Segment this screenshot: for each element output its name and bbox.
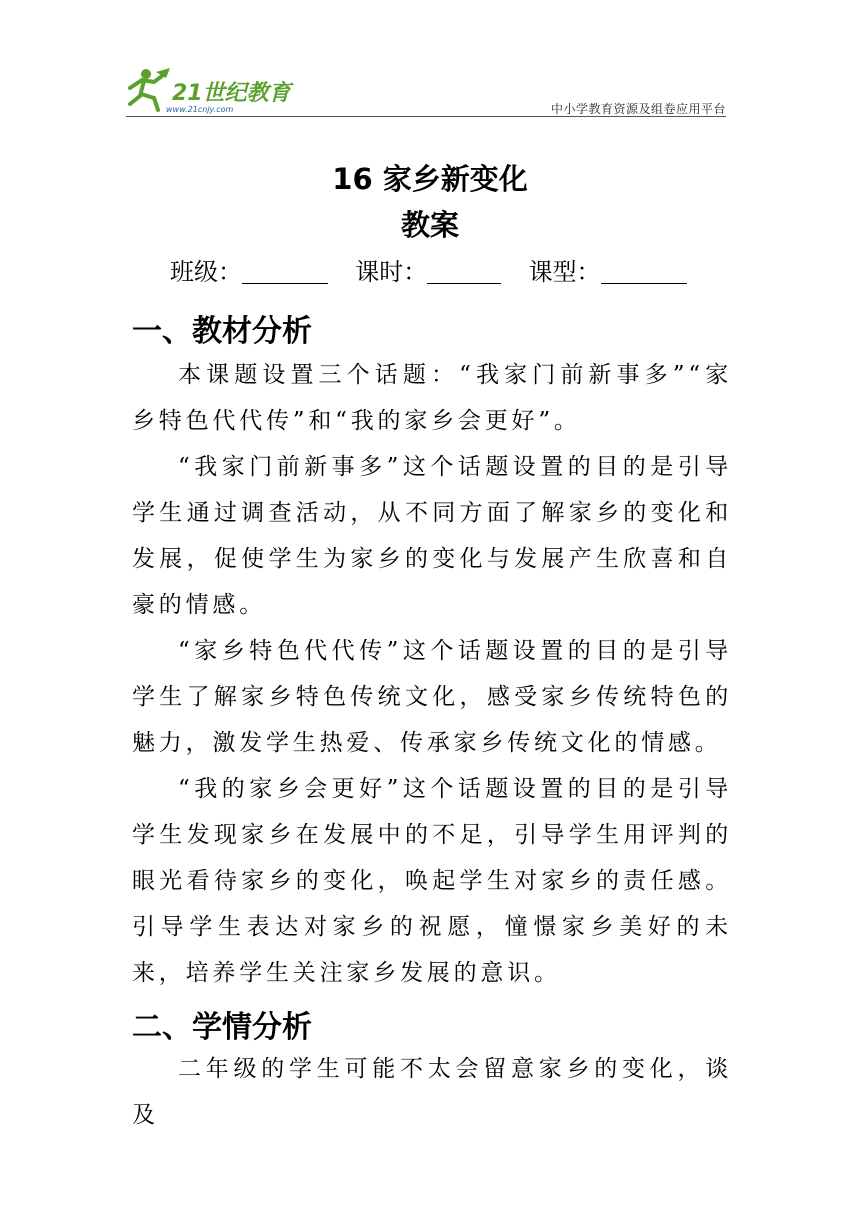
paragraph: 本课题设置三个话题：“我家门前新事多”“家乡特色代代传”和“我的家乡会更好”。	[132, 362, 732, 434]
section-body-textbook-analysis	[132, 352, 732, 996]
class-label: 班级：	[170, 258, 242, 286]
logo-21cnjy	[126, 66, 296, 114]
section-title-student-analysis: 二、学情分析	[132, 1010, 312, 1045]
page-header	[126, 66, 726, 118]
paragraph: “我的家乡会更好”这个话题设置的目的是引导学生发现家乡在发展中的不足，引导学生用评判的眼光看待家乡的变化，唤起学生对家乡的责任感。引导学生表达对家乡的祝愿，憧憬家乡美好的未来，培养学生关注家乡发展的意识。	[132, 776, 732, 986]
class-blank	[242, 259, 328, 284]
paragraph: 二年级的学生可能不太会留意家乡的变化，谈及	[132, 1056, 732, 1128]
type-label: 课型：	[528, 258, 601, 286]
section-title-textbook-analysis: 一、教材分析	[132, 314, 312, 349]
lesson-title: 16 家乡新变化	[332, 162, 528, 196]
type-blank	[601, 259, 687, 284]
lesson-meta	[170, 252, 687, 287]
lesson-subtitle: 教案	[400, 208, 459, 242]
paragraph: “家乡特色代代传”这个话题设置的目的是引导学生了解家乡特色传统文化，感受家乡传统特色的魅力，激发学生热爱、传承家乡传统文化的情感。	[132, 638, 732, 756]
platform-name: 中小学教育资源及组卷应用平台	[550, 102, 726, 116]
logo-url-text: www.21cnjy.com	[166, 105, 234, 114]
period-label: 课时：	[355, 258, 428, 286]
section-body-student-analysis	[132, 1046, 732, 1138]
paragraph: “我家门前新事多”这个话题设置的目的是引导学生通过调查活动，从不同方面了解家乡的变化和发展，促使学生为家乡的变化与发展产生欣喜和自豪的情感。	[132, 454, 732, 618]
period-blank	[427, 259, 501, 284]
logo-main-text: 21世纪教育	[172, 81, 291, 106]
runner-icon	[130, 68, 170, 110]
header-divider	[126, 116, 726, 117]
